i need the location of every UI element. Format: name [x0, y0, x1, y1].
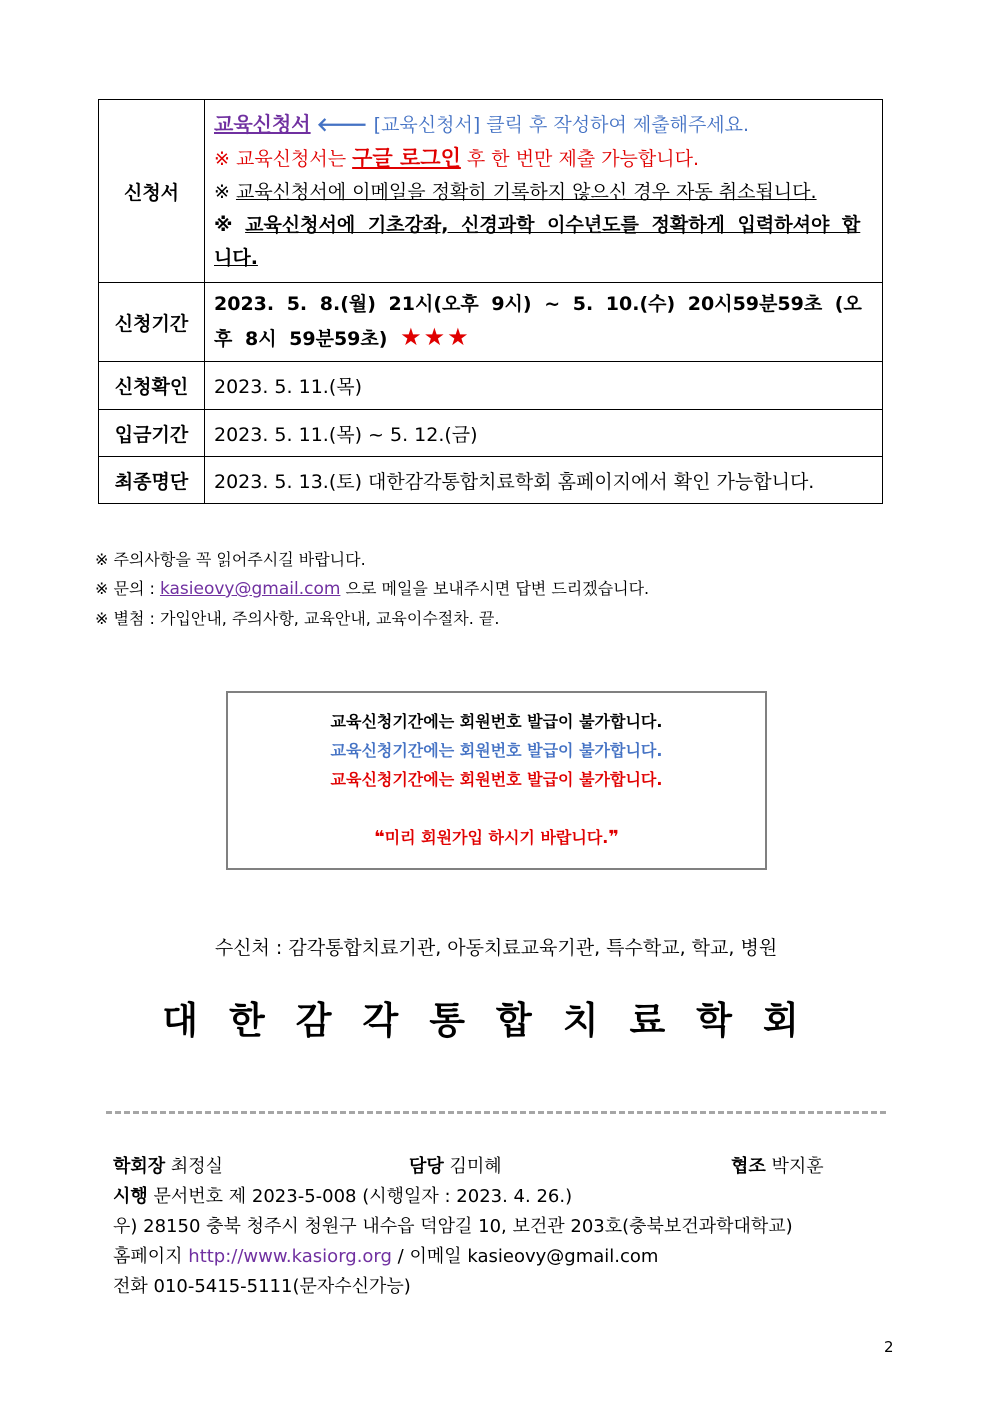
table-row — [99, 362, 883, 410]
note-suffix: 후 한 번만 제출 가능합니다. — [460, 147, 700, 170]
president — [113, 1152, 409, 1182]
membership-notice-box — [226, 691, 767, 870]
email-label: / 이메일 — [391, 1246, 468, 1267]
table-row — [99, 410, 883, 457]
homepage-link[interactable]: http://www.kasiorg.org — [188, 1246, 392, 1267]
assistant — [731, 1152, 824, 1182]
application-info-table — [98, 99, 883, 504]
completion-year-text: 교육신청서에 기초강좌, 신경과학 이수년도를 정확하게 입력하셔야 합니다. — [214, 213, 861, 269]
president-name: 최정실 — [165, 1156, 224, 1177]
signup-reminder-text: 미리 회원가입 하시기 바랍니다. — [384, 828, 609, 847]
note-prefix: ※ — [214, 213, 246, 236]
inquiry-suffix: 으로 메일을 보내주시면 답변 드리겠습니다. — [340, 579, 650, 598]
email-accuracy-text: 교육신청서에 이메일을 정확히 기록하지 않으신 경우 자동 취소됩니다. — [235, 180, 817, 203]
notice-line-black: 교육신청기간에는 회원번호 발급이 불가합니다. — [330, 712, 663, 731]
row-value-final-list: 2023. 5. 13.(토) 대한감각통합치료학회 홈페이지에서 확인 가능합니다. — [205, 457, 883, 504]
note-inquiry — [95, 574, 649, 604]
notice-line-blue: 교육신청기간에는 회원번호 발급이 불가합니다. — [330, 741, 663, 760]
row-label-application-form: 신청서 — [99, 100, 205, 283]
row-label-confirmation: 신청확인 — [99, 362, 205, 410]
open-quote-icon: ❝ — [374, 827, 385, 848]
application-form-link[interactable]: 교육신청서 — [214, 111, 311, 136]
row-label-final-list: 최종명단 — [99, 457, 205, 504]
row-value-payment-period: 2023. 5. 11.(목) ~ 5. 12.(금) — [205, 410, 883, 457]
manager-label: 담당 — [409, 1156, 444, 1177]
document-number — [113, 1182, 828, 1212]
row-value-application-form — [205, 100, 883, 283]
signup-reminder — [228, 823, 765, 852]
left-arrow-icon: 🡐 — [316, 113, 368, 136]
footer-email: kasieovy@gmail.com — [467, 1246, 659, 1267]
assist-name: 박지훈 — [765, 1156, 824, 1177]
inquiry-email-link[interactable]: kasieovy@gmail.com — [159, 579, 341, 599]
contact-web — [113, 1242, 828, 1272]
signatories — [113, 1152, 828, 1182]
manager — [409, 1152, 731, 1182]
row-label-payment-period: 입금기간 — [99, 410, 205, 457]
table-row — [99, 100, 883, 283]
president-label: 학회장 — [113, 1156, 166, 1177]
completion-year-note — [214, 209, 874, 275]
period-value: 2023. 5. 8.(월) 21시(오후 9시) ~ 5. 10.(수) 20시59분59초 (오후 8시 59분59초) — [214, 293, 862, 350]
star-rating-icon: ★★★ — [400, 323, 471, 351]
page-number: 2 — [884, 1338, 894, 1356]
table-row — [99, 457, 883, 504]
inquiry-prefix: ※ 문의 : — [95, 579, 160, 598]
footer — [113, 1152, 828, 1302]
application-period-text — [214, 288, 874, 356]
note-caution: ※ 주의사항을 꼭 읽어주시길 바랍니다. — [95, 550, 366, 569]
note-prefix: ※ 교육신청서는 — [214, 147, 353, 170]
phone: 전화 010-5415-5111(문자수신가능) — [113, 1276, 411, 1297]
exec-label: 시행 — [113, 1186, 148, 1207]
address: 우) 28150 충북 청주시 청원구 내수읍 덕암길 10, 보건관 203호(충북보건과학대학교) — [113, 1216, 793, 1237]
google-login-emphasis: 구글 로그인 — [352, 145, 461, 170]
email-accuracy-note — [214, 176, 874, 209]
row-value-confirmation: 2023. 5. 11.(목) — [205, 362, 883, 410]
assist-label: 협조 — [731, 1156, 766, 1177]
home-label: 홈페이지 — [113, 1246, 189, 1267]
form-link-line — [214, 108, 874, 142]
note-prefix: ※ — [214, 180, 236, 203]
note-attachments: ※ 별첨 : 가입안내, 주의사항, 교육안내, 교육이수절차. 끝. — [95, 609, 500, 628]
close-quote-icon: ❞ — [608, 827, 619, 848]
recipients: 수신처 : 감각통합치료기관, 아동치료교육기관, 특수학교, 학교, 병원 — [214, 937, 778, 959]
dashed-divider — [106, 1111, 886, 1114]
row-value-application-period — [205, 283, 883, 362]
google-login-note — [214, 142, 874, 176]
manager-name: 김미혜 — [443, 1156, 502, 1177]
row-label-application-period: 신청기간 — [99, 283, 205, 362]
notice-line-red: 교육신청기간에는 회원번호 발급이 불가합니다. — [330, 770, 663, 789]
notes-section — [95, 545, 649, 633]
exec-text: 문서번호 제 2023-5-008 (시행일자 : 2023. 4. 26.) — [147, 1186, 573, 1207]
organization-name: 대한감각통합치료학회 — [162, 998, 830, 1042]
form-instruction: [교육신청서] 클릭 후 작성하여 제출해주세요. — [373, 113, 750, 136]
table-row — [99, 283, 883, 362]
